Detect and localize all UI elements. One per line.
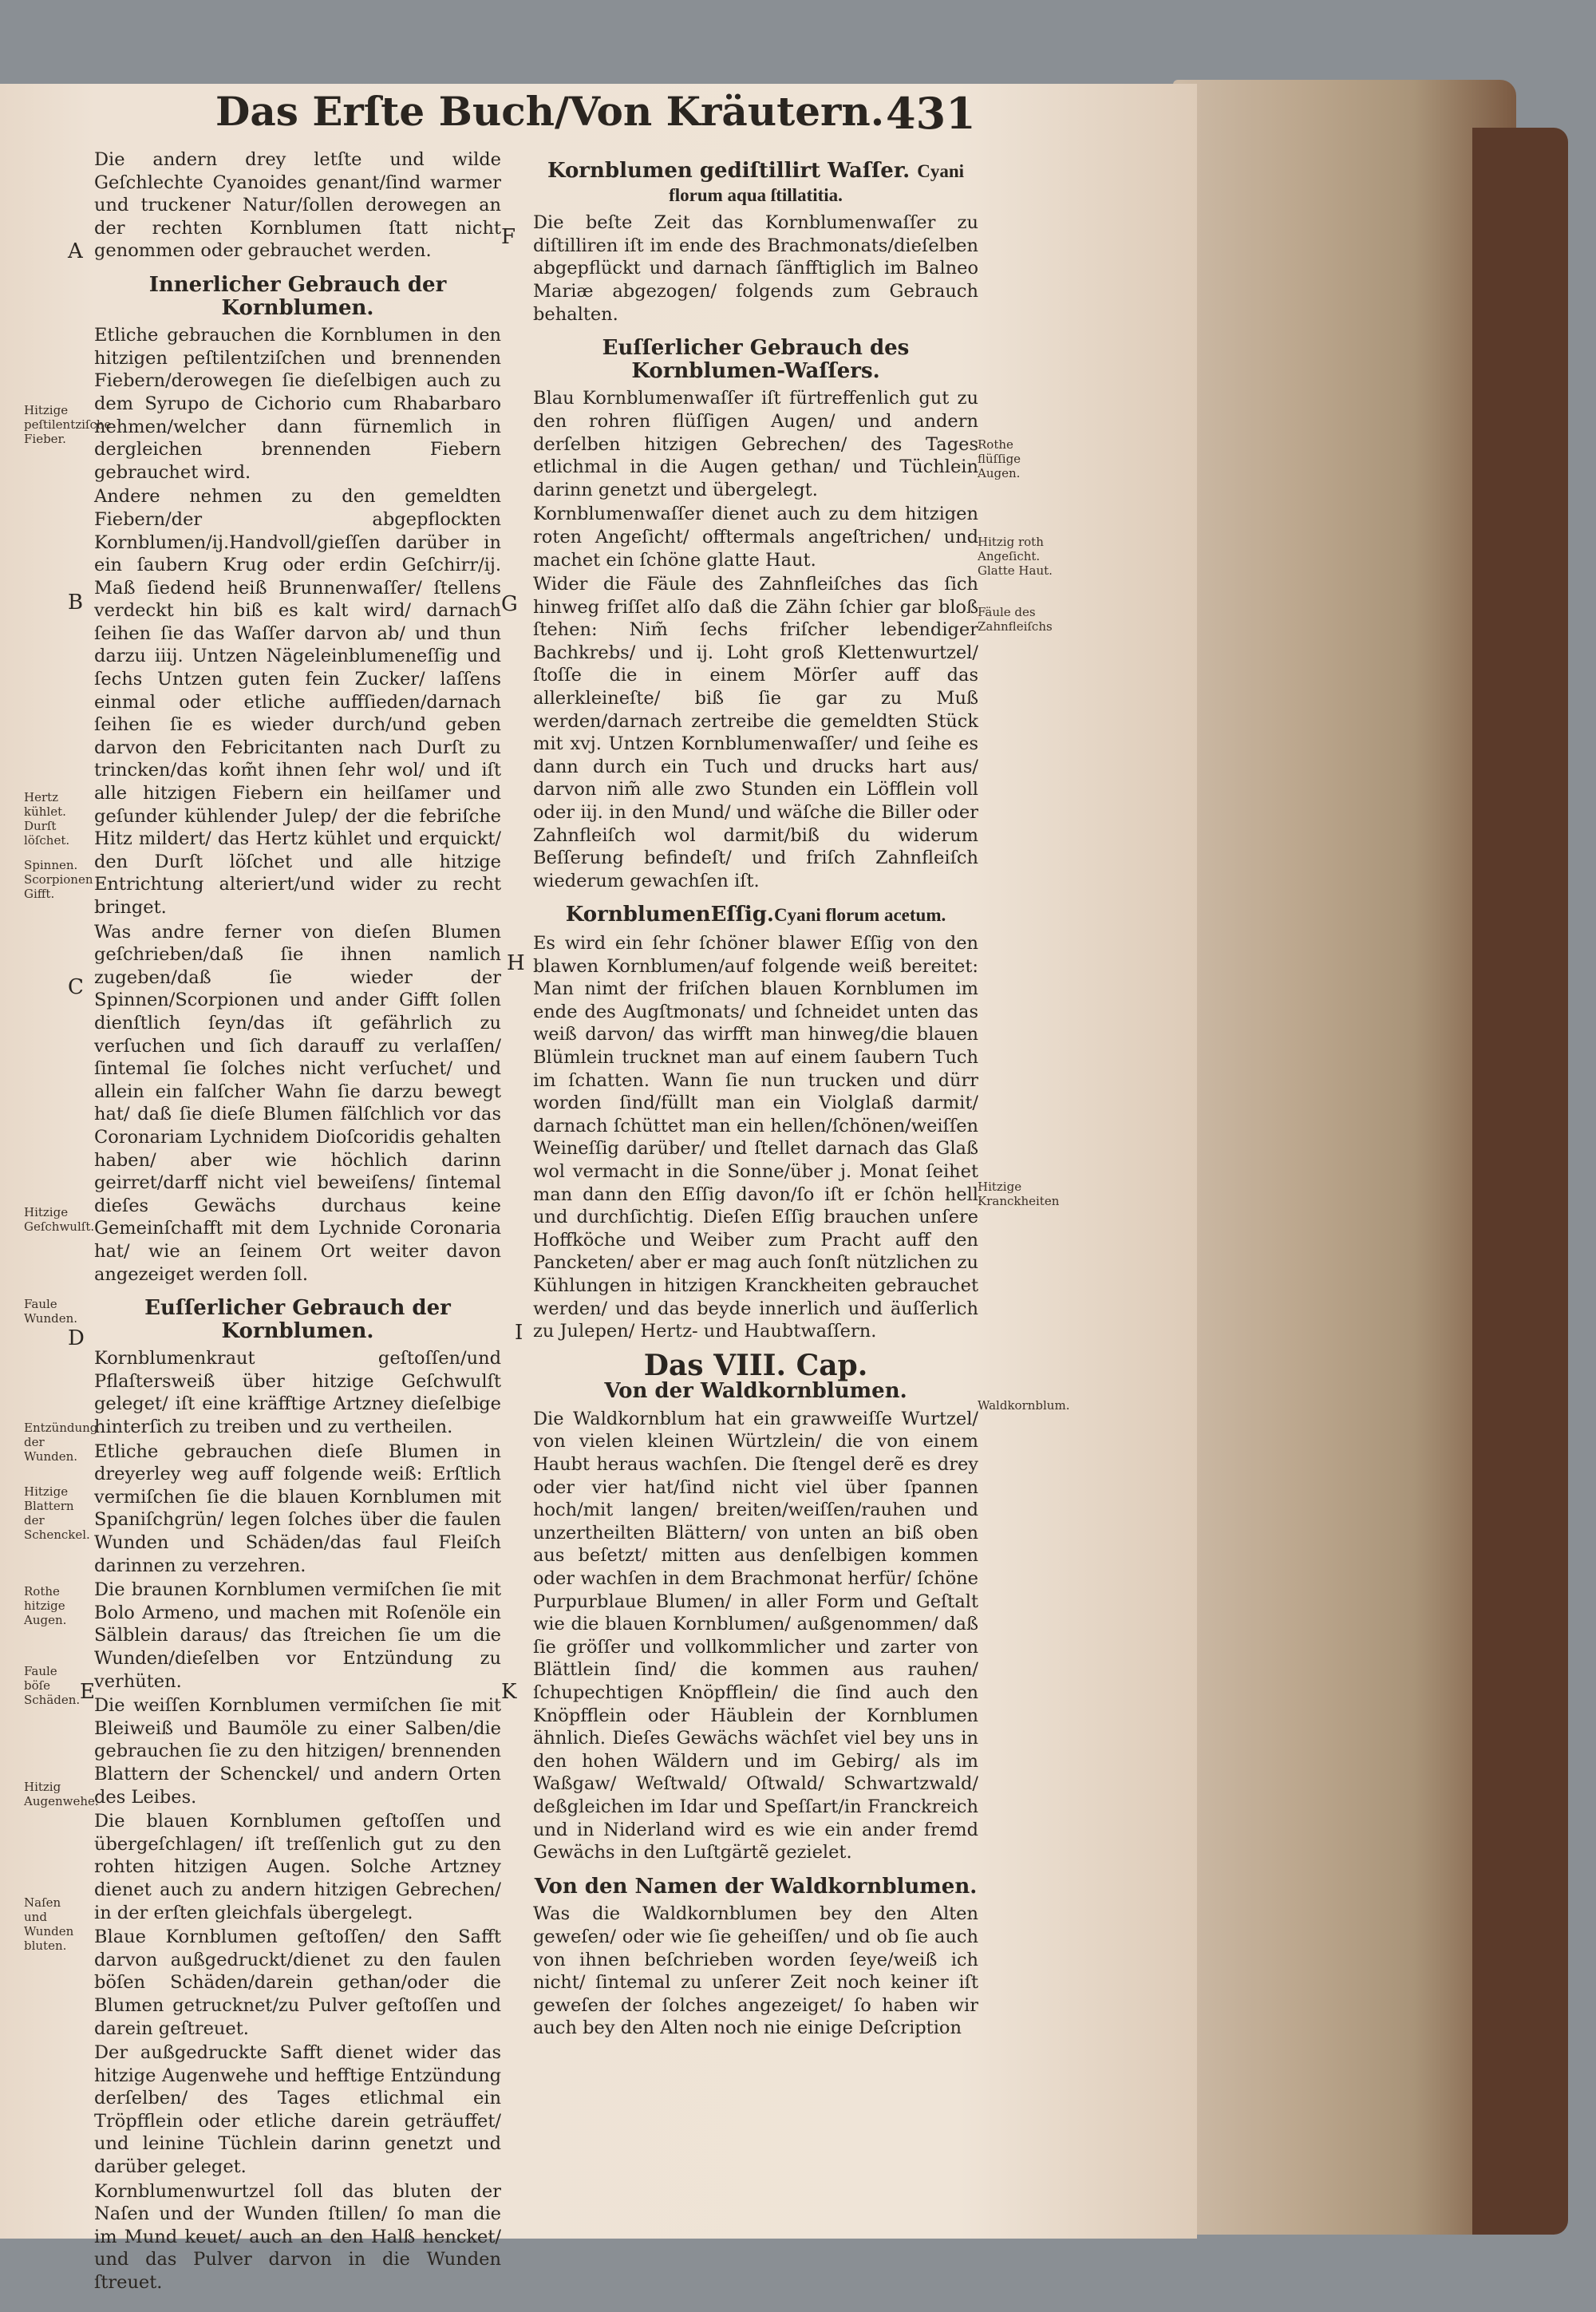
margin-note: Hitzig Augenwehe. [24, 1780, 99, 1808]
margin-note: Hitzige peſtilentziſche Fieber. [24, 403, 112, 446]
margin-note: Rothe hitzige Augen. [24, 1584, 67, 1627]
section-letter: A [68, 239, 83, 263]
paragraph: Etliche gebrauchen dieſe Blumen in dreyerley weg auff folgende weiß: Erſtlich vermiſchen ſie die blauen Kornblumen mit Spaniſchgrün/ legen ſolches über die faulen Wunden und Schäden/das faul Fleiſch darinnen zu verzehren. [94, 1441, 501, 1576]
left-column [94, 148, 501, 2296]
section-letter: B [68, 591, 84, 615]
section-heading: Euſſerlicher Gebrauch der Kornblumen. [144, 1296, 451, 1343]
section-letter: I [515, 1321, 523, 1345]
paragraph: Kornblumenkraut geſtoſſen/und Pflaſtersweiß über hitzige Geſchwulſt geleget/ iſt eine kräfftige Artzney dieſelbige hinterſich zu treiben und zu vertheilen. [94, 1348, 501, 1438]
paragraph: Blaue Kornblumen geſtoſſen/ den Safft darvon außgedruckt/dienet zu den faulen böſen Schäden/darein gethan/oder die Blumen getrucknet/zu Pulver geſtoſſen und darein geſtreuet. [94, 1927, 501, 2039]
margin-note: Hitzige Kranckheiten [978, 1180, 1060, 1208]
paragraph: Kornblumenwaſſer dienet auch zu dem hitzigen roten Angeſicht/ offtermals angeſtrichen/ und machet ein ſchöne glatte Haut. [533, 504, 978, 571]
latin-name: Cyani florum aqua ſtillatitia. [669, 161, 965, 205]
paragraph: Was die Waldkornblumen bey den Alten geweſen/ oder wie ſie geheiſſen/ und ob ſie auch von ihnen beſchrieben worden ſeye/weiß ich nicht/ ſintemal zu unſerer Zeit noch keiner iſt geweſen der ſolches angezeiget/ ſo haben wir auch bey den Alten noch nie einige Deſcription [533, 1903, 978, 2039]
paragraph: Es wird ein ſehr ſchöner blawer Eſſig von den blawen Kornblumen/auf folgende weiß bereitet: Man nimt der friſchen blauen Kornblumen im ende des Augſtmonats/ und ſchneidet unten das weiß darvon/ das wirfft man hinweg/die blauen Blümlein trucknet man auf einem ſaubern Tuch im ſchatten. Wann ſie nun trucken und dürr worden ſind/füllt man ein Violglaß darmit/ darnach ſchüttet man ein hellen/ſchönen/weiſſen Weineſſig darüber/ und ſtellet darnach das Glaß wol vermacht in die Sonne/über j. Monat ſeihet man dann den Eſſig davon/ſo iſt er ſchön hell und durchſichtig. Dieſen Eſſig brauchen unſere Hoffköche und Weiber zum Pracht auff den Pancketen/ aber er mag auch ſonſt nützlichen zu Kühlungen in hitzigen Kranckheiten gebrauchet werden/ und das beyde innerlich und äuſſerlich zu Julepen/ Hertz- und Haubtwaſſern. [533, 933, 978, 1342]
latin-name: Cyani florum acetum. [773, 905, 946, 926]
paragraph: Blau Kornblumenwaſſer iſt fürtreffenlich gut zu den rohren flüſſigen Augen/ und andern derſelben hitzigen Gebrechen/ des Tages etlichmal in die Augen gethan/ und Tüchlein darinn genetzt und übergelegt. [533, 388, 978, 500]
margin-note: Waldkornblum. [978, 1398, 1070, 1413]
paragraph: Die braunen Kornblumen vermiſchen ſie mit Bolo Armeno, und machen mit Roſenöle ein Sälblein daraus/ das ſtreichen ſie um die Wunden/dieſelben vor Entzündung zu verhüten. [94, 1579, 501, 1692]
margin-note: Entzündung der Wunden. [24, 1421, 98, 1464]
section-letter: C [68, 975, 84, 999]
section-heading: Innerlicher Gebrauch der Kornblumen. [148, 272, 447, 320]
section-letter: G [501, 592, 518, 616]
margin-note: Hertz kühlet. Durſt löſchet. [24, 790, 70, 848]
margin-note: Fäule des Zahnfleiſchs [978, 605, 1053, 634]
section-letter: H [507, 951, 525, 975]
paragraph: Etliche gebrauchen die Kornblumen in den hitzigen peſtilentziſchen und brennenden Fiebern/derowegen ſie dieſelbigen auch zu dem Syrupo de Cichorio cum Rhabarbaro nehmen/welcher dann fürnemlich in dergleichen brennenden Fiebern gebrauchet wird. [94, 325, 501, 483]
paragraph: Die beſte Zeit das Kornblumenwaſſer zu diſtilliren iſt im ende des Brachmonats/dieſelben abgepflückt und darnach ſänfftiglich im Balneo Mariæ abgezogen/ folgends zum Gebrauch behalten. [533, 212, 978, 325]
page-header [0, 88, 1197, 139]
section-heading: Von den Namen der Waldkornblumen. [534, 1874, 978, 1899]
paragraph: Die weiſſen Kornblumen vermiſchen ſie mit Bleiweiß und Baumöle zu einer Salben/die gebrauchen ſie zu den hitzigen/ brennenden Blattern der Schenckel/ und andern Orten des Leibes. [94, 1695, 501, 1808]
chapter-subtitle: Von der Waldkornblumen. [604, 1379, 907, 1404]
paragraph: Was andre ferner von dieſen Blumen geſchrieben/daß ſie ihnen namlich zugeben/daß ſie wieder der Spinnen/Scorpionen und ander Gifft ſollen dienſtlich ſeyn/das iſt gefährlich zu verſuchen und ſich darauff zu verlaſſen/ ſintemal ſie ſolches nicht verſuchet/ und allein ein falſcher Wahn ſie darzu bewegt hat/ daß ſie dieſe Blumen fälſchlich vor das Coronariam Lychnidem Dioſcoridis gehalten haben/ aber wie höchlich darinn geirret/darff nicht viel beweiſens/ ſintemal dieſes Gewächs durchaus keine Gemeinſchafft mit dem Lychnide Coronaria hat/ wie an ſeinem Ort weiter davon angezeiget werden ſoll. [94, 921, 501, 1285]
section-letter: D [68, 1326, 85, 1350]
paragraph: Andere nehmen zu den gemeldten Fiebern/der abgepflockten Kornblumen/ij.Handvoll/gieſſen darüber in ein ſaubern Krug oder erdin Geſchirr/ij. Maß ſiedend heiß Brunnenwaſſer/ ſtellens verdeckt hin biß es kalt wird/ darnach ſeihen ſie das Waſſer darvon ab/ und thun darzu iiij. Untzen Nägeleinblumeneſſig und ſechs Untzen guten fein Zucker/ laſſens einmal oder etliche auffſieden/darnach ſeihen ſie es wieder durch/und geben darvon den Febricitanten nach Durſt zu trincken/das kom̃t ihnen ſehr wol/ und iſt alle hitzigen Fiebern ein heilſamer und geſunder kühlender Julep/ der die febriſche Hitz mildert/ das Hertz kühlet und erquickt/ den Durſt löſchet und alle hitzige Entrichtung alteriert/und wider zu recht bringet. [94, 486, 501, 918]
paragraph: Kornblumenwurtzel ſoll das bluten der Naſen und der Wunden ſtillen/ ſo man die im Mund keuet/ auch an den Halß hencket/ und das Pulver darvon in die Wunden ſtreuet. [94, 2180, 501, 2294]
book-cover [1472, 128, 1568, 2235]
section-letter: F [501, 225, 516, 249]
margin-note: Faule Wunden. [24, 1297, 78, 1326]
section-heading: Euſſerlicher Gebrauch des Kornblumen-Waſſers. [602, 336, 910, 383]
margin-note: Faule böſe Schäden. [24, 1664, 81, 1707]
paragraph: Wider die Fäule des Zahnfleiſches das ſich hinweg friſſet alſo daß die Zähn ſchier gar bloß ſtehen: Nim̃ ſechs friſcher lebendiger Bachkrebs/ und ij. Loht groß Klettenwurtzel/ ſtoſſe die in einem Mörſer auff das allerkleineſte/ biß ſie gar zu Muß werden/darnach zertreibe die gemeldten Stück mit xvj. Untzen Kornblumenwaſſer/ und ſeihe es dann durch ein Tuch und drucks hart aus/ darvon nim̃ alle zwo Stunden ein Löfflein voll oder iij. in den Mund/ und wäſche die Biller oder Zahnfleiſch wol darmit/biß du widerum Beſſerung befindeſt/ und friſch Zahnfleiſch wiederum gewachſen iſt. [533, 574, 978, 891]
paragraph: Der außgedruckte Safft dienet wider das hitzige Augenwehe und hefftige Entzündung derſelben/ des Tages etlichmal ein Tröpfflein oder etliche darein geträuffet/ und leinine Tüchlein darinn genetzt und darüber geleget. [94, 2042, 501, 2178]
section-letter: K [501, 1680, 517, 1704]
chapter-heading: Das VIII. Cap. [643, 1348, 868, 1382]
paragraph: Die Waldkornblum hat ein grawweiſſe Wurtzel/ von vielen kleinen Würtzlein/ die von einem Haubt heraus wachſen. Die ſtengel derẽ es drey oder vier hat/ſind nicht viel über ſpannen hoch/mit langen/ breiten/weiſſen/rauhen und unzertheilten Blättern/ von unten an biß oben aus beſetzt/ mitten aus denſelbigen kommen oder wachſen in dem Brachmonat herfür/ ſchöne Purpurblaue Blumen/ in aller Form und Geſtalt wie die blauen Kornblumen/ außgenommen/ daß ſie gröſſer und vollkommlicher und zarter von Blättlein ſind/ die kommen aus rauhen/ ſchupechtigen Knöpfflein/ die ſind auch den Knöpfflein oder Häublein der Kornblumen ähnlich. Dieſes Gewächs wächſet viel bey uns in den hohen Wäldern und im Gebirg/ als im Waßgaw/ Weſtwald/ Oſtwald/ Schwartzwald/ deßgleichen im Idar und Speſſart/in Franckreich und in Niderland wird es wie ein ander fremd Gewächs in den Luſtgärtẽ gezielet. [533, 1408, 978, 1863]
margin-note: Naſen und Wunden bluten. [24, 1895, 74, 1953]
paragraph: Die blauen Kornblumen geſtoſſen und übergeſchlagen/ iſt treſſenlich gut zu den rohten hitzigen Augen. Solche Artzney dienet auch zu andern hitzigen Gebrechen/ in der erſten gleichfals übergelegt. [94, 1811, 501, 1923]
section-letter: E [80, 1680, 95, 1704]
right-column [533, 148, 978, 2041]
heading-text: KornblumenEſſig. [565, 903, 774, 927]
margin-note: Spinnen. Scorpionen Gifft. [24, 858, 93, 901]
margin-note: Rothe flüſſige Augen. [978, 437, 1021, 480]
book-page-edges [1173, 80, 1516, 2235]
section-heading [533, 160, 978, 207]
section-heading [533, 903, 978, 927]
margin-note: Hitzige Blattern der Schenckel. [24, 1484, 90, 1542]
heading-text: Kornblumen gediſtillirt Waſſer. [547, 159, 911, 183]
page-number: 431 [886, 88, 976, 139]
running-title: Das Erſte Buch/Von Kräutern. [215, 88, 885, 135]
margin-note: Hitzig roth Angeſicht. Glatte Haut. [978, 535, 1053, 578]
paragraph: Die andern drey letſte und wilde Geſchlechte Cyanoides genant/ſind warmer und truckener Natur/ſollen derowegen an der rechten Kornblumen ſtatt nicht genommen oder gebrauchet werden. [94, 149, 501, 262]
margin-note: Hitzige Geſchwulſt. [24, 1205, 95, 1234]
